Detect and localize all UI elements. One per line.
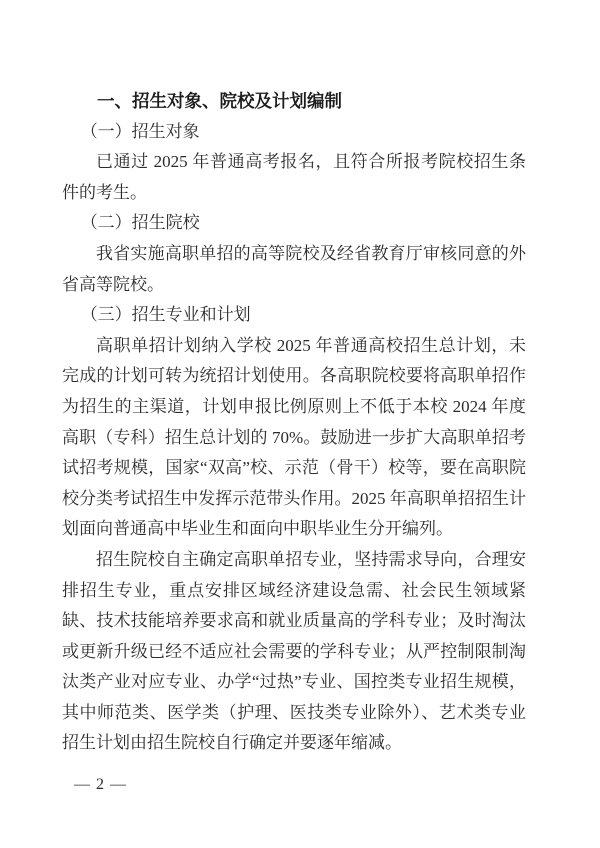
document-heading: 一、招生对象、院校及计划编制	[97, 91, 342, 111]
paragraph: 高职单招计划纳入学校 2025 年普通高校招生总计划，未完成的计划可转为统招计划使用。各高职院校要将高职单招作为招生的主渠道，计划申报比例原则上不低于本校 2024 年度高职（专科）招生总计划的 70%。鼓励进一步扩大高职单招考试招考规模，国家“双高”校、示范（骨干）校等，要在高职院校分类考试招生中发挥示范带头作用。2025 年高职单招招生计划面向普通高中毕业生和面向中职毕业生分开编列。	[62, 335, 526, 539]
page-number: — 2 —	[74, 776, 127, 793]
section-title-majors-and-plan: （三）招生专业和计划	[80, 305, 251, 325]
document-content	[62, 86, 526, 759]
paragraph: 招生院校自主确定高职单招专业，坚持需求导向，合理安排招生专业，重点安排区域经济建设急需、社会民生领域紧缺、技术技能培养要求高和就业质量高的学科专业；及时淘汰或更新升级已经不适应社会需要的学科专业；从严控制限制淘汰类产业对应专业、办学“过热”专业、国控类专业招生规模，其中师范类、医学类（护理、医技类专业除外）、艺术类专业招生计划由招生院校自行确定并要逐年缩减。	[62, 549, 526, 753]
paragraph: 我省实施高职单招的高等院校及经省教育厅审核同意的外省高等院校。	[62, 243, 526, 294]
paragraph: 已通过 2025 年普通高考报名，且符合所报考院校招生条件的考生。	[62, 152, 526, 202]
section-title-enrollment-institutions: （二）招生院校	[80, 213, 200, 233]
section-title-enrollment-target: （一）招生对象	[80, 121, 200, 141]
